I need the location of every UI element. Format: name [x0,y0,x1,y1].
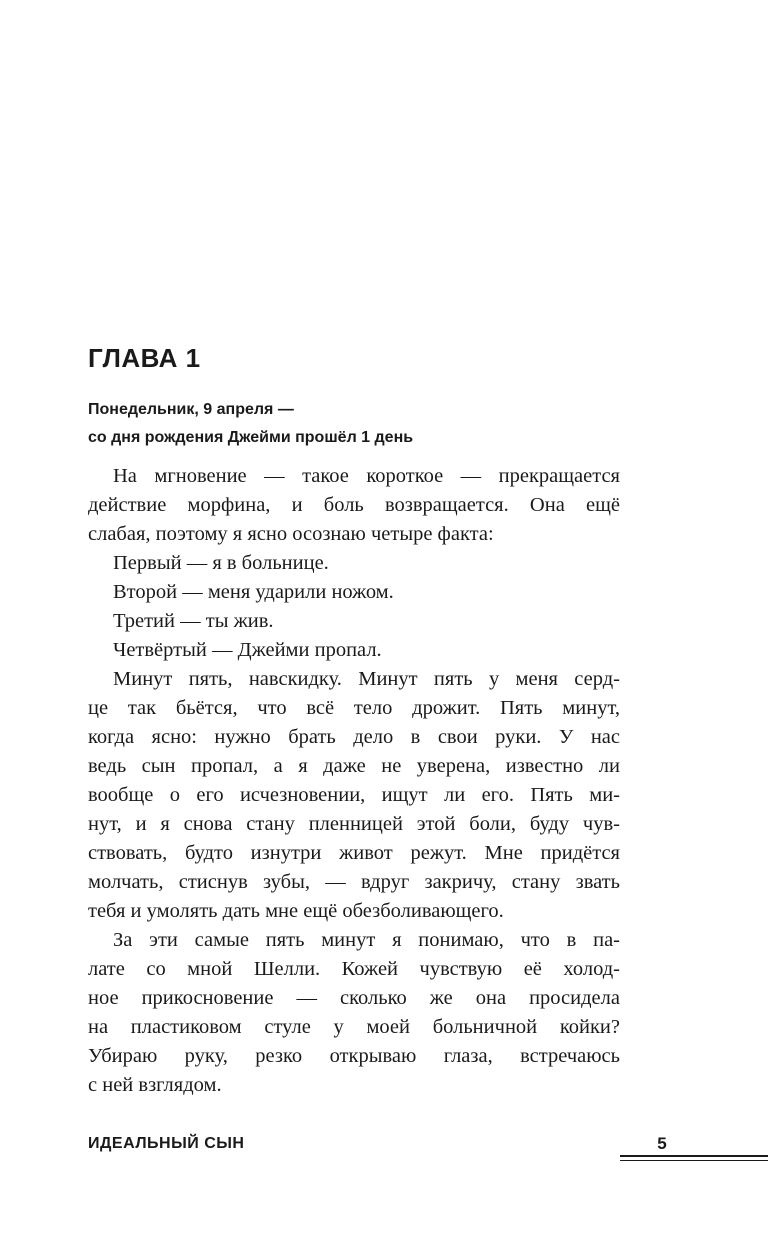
text-line: це так бьётся, что всё тело дрожит. Пять минут, [88,697,620,719]
text-line: тебя и умолять дать мне ещё обезболивающего. [88,900,504,922]
page-number: 5 [657,1134,667,1153]
text-line: ное прикосновение — сколько же она просидела [88,987,620,1009]
chapter-subtitle-line: со дня рождения Джейми прошёл 1 день [88,429,414,446]
text-line: На мгновение — такое короткое — прекращается [113,465,620,487]
text-line: когда ясно: нужно брать дело в свои руки. У нас [88,726,620,748]
text-line: Убираю руку, резко открываю глаза, встречаюсь [88,1045,620,1067]
text-line: Второй — меня ударили ножом. [113,581,394,603]
text-line: ствовать, будто изнутри живот режут. Мне придётся [88,842,620,864]
footer-rule [620,1160,768,1161]
text-line: нут, и я снова стану пленницей этой боли, буду чув- [88,813,620,835]
running-footer-title: ИДЕАЛЬНЫЙ СЫН [88,1135,245,1152]
text-line: с ней взглядом. [88,1074,222,1096]
text-line: Первый — я в больнице. [113,552,329,574]
text-line: слабая, поэтому я ясно осознаю четыре факта: [88,523,494,545]
text-line: За эти самые пять минут я понимаю, что в па- [113,929,620,951]
text-line: вообще о его исчезновении, ищут ли его. Пять ми- [88,784,620,806]
text-line: на пластиковом стуле у моей больничной койки? [88,1016,620,1038]
text-line: Минут пять, навскидку. Минут пять у меня серд- [113,668,620,690]
text-line: молчать, стиснув зубы, — вдруг закричу, стану звать [88,871,620,893]
text-line: Третий — ты жив. [113,610,274,632]
text-line: действие морфина, и боль возвращается. Она ещё [88,494,620,516]
chapter-subtitle [88,396,648,452]
text-line: ведь сын пропал, а я даже не уверена, известно ли [88,755,620,777]
chapter-subtitle-line: Понедельник, 9 апреля — [88,401,294,418]
text-line: лате со мной Шелли. Кожей чувствую её холод- [88,958,620,980]
body-text [88,462,620,1100]
chapter-title: ГЛАВА 1 [88,343,201,373]
footer-rule [620,1155,768,1157]
text-line: Четвёртый — Джейми пропал. [113,639,382,661]
